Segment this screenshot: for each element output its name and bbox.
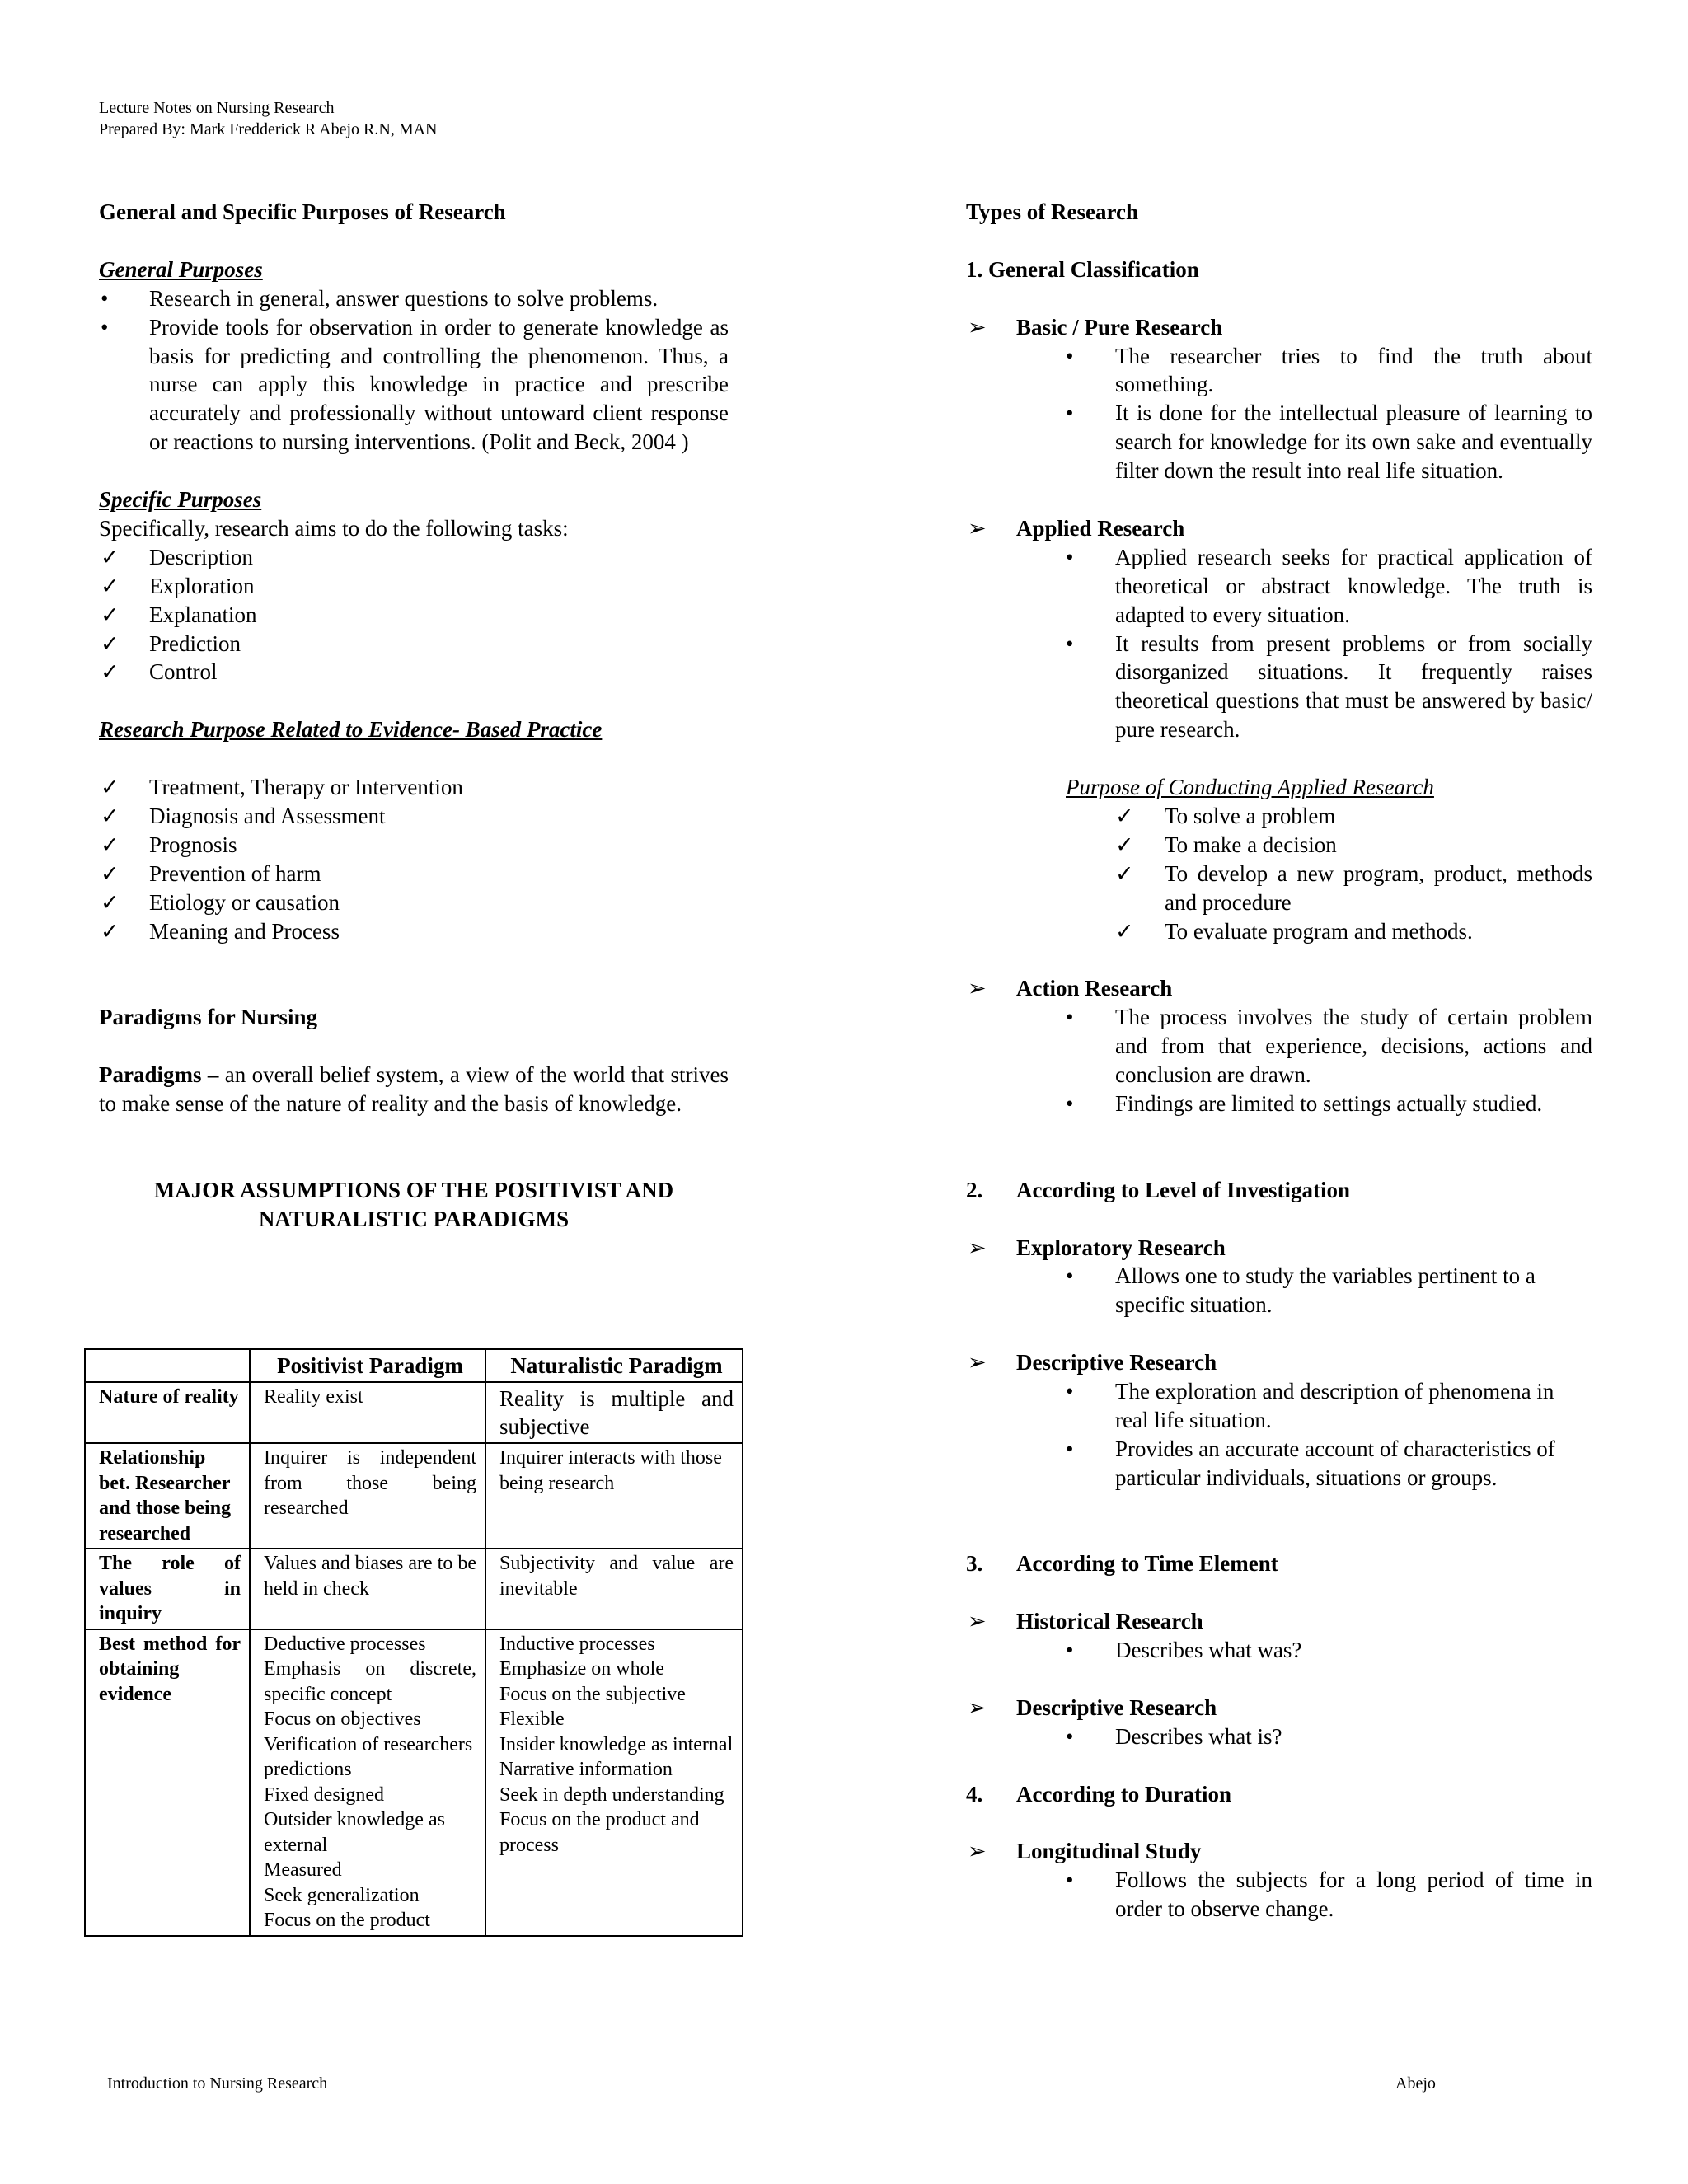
left-column [99, 198, 729, 1234]
action-research-list [966, 1003, 1592, 1118]
method-item: Focus on the product [264, 1910, 430, 1931]
bullet-icon: • [1066, 1868, 1074, 1893]
checkmark-icon: ✓ [101, 544, 120, 569]
descriptive-research-list [966, 1377, 1592, 1493]
checkmark-icon: ✓ [1115, 803, 1134, 828]
checkmark-icon: ✓ [1115, 832, 1134, 857]
method-item: Seek generalization [264, 1884, 420, 1906]
table-header-naturalistic: Naturalistic Paradigm [485, 1349, 743, 1382]
list-item: • The process involves the study of certain problem and from that experience, decisions, actions and conclusion are drawn. [1066, 1005, 1592, 1088]
list-item: ✓ To develop a new program, product, methods and procedure [1115, 860, 1592, 915]
table-row [85, 1443, 743, 1549]
list-item: ✓ Etiology or causation [99, 888, 729, 917]
list-item: • Follows the subjects for a long period of time in order to observe change. [1066, 1868, 1592, 1922]
ebp-title: Research Purpose Related to Evidence- Based Practice [99, 717, 603, 743]
bullet-icon: • [1066, 1005, 1074, 1030]
footer-left: Introduction to Nursing Research [107, 2074, 328, 2093]
bullet-icon: • [1066, 1263, 1074, 1289]
list-item: ✓ To evaluate program and methods. [1165, 917, 1592, 946]
method-item: Fixed designed [264, 1783, 384, 1806]
duration-heading: 4. According to Duration [966, 1781, 1231, 1807]
descriptive-research-2-list [966, 1722, 1592, 1751]
list-item: ✓ Diagnosis and Assessment [99, 802, 729, 831]
exploratory-research-heading: ➢ Exploratory Research [966, 1234, 1592, 1263]
bullet-icon: • [1066, 1379, 1074, 1404]
checkmark-icon: ✓ [101, 659, 120, 685]
specific-purposes-intro: Specifically, research aims to do the following tasks: [99, 515, 569, 541]
checkmark-icon: ✓ [101, 889, 120, 915]
list-item: • Describes what was? [1115, 1636, 1592, 1665]
list-item: • Allows one to study the variables pertinent to a specific situation. [1066, 1263, 1536, 1318]
applied-purpose-list [966, 802, 1592, 946]
bullet-icon: • [1066, 1723, 1074, 1749]
header-line-2: Prepared By: Mark Fredderick R Abejo R.N, MAN [99, 120, 438, 138]
time-element-heading: 3. According to Time Element [966, 1551, 1278, 1577]
list-item: ✓ Prevention of harm [99, 860, 729, 888]
basic-research-heading: ➢ Basic / Pure Research [966, 313, 1592, 342]
list-item: ✓ Treatment, Therapy or Intervention [99, 773, 729, 802]
list-item: • The exploration and description of phenomena in real life situation. [1066, 1379, 1554, 1432]
ebp-list [99, 773, 729, 945]
checkmark-icon: ✓ [101, 918, 120, 944]
table-row-label: The role of values in inquiry [85, 1549, 250, 1629]
method-item: Verification of researchers predictions [264, 1733, 473, 1780]
bullet-icon: • [1066, 1091, 1074, 1117]
method-item: Emphasize on whole [499, 1658, 664, 1680]
list-item: ✓ Prognosis [99, 831, 729, 860]
page-header [99, 97, 438, 140]
bullet-icon: • [1066, 630, 1074, 656]
checkmark-icon: ✓ [101, 573, 120, 598]
arrow-bullet-icon: ➢ [968, 314, 987, 340]
method-item: Focus on the subjective [499, 1683, 686, 1705]
list-item: ✓ Meaning and Process [99, 917, 729, 946]
descriptive-research-heading: ➢ Descriptive Research [966, 1348, 1592, 1377]
table-header-empty [85, 1349, 250, 1382]
bullet-icon: • [101, 285, 109, 311]
checkmark-icon: ✓ [101, 630, 120, 656]
method-item: Inductive processes [499, 1633, 655, 1655]
bullet-icon: • [1066, 343, 1074, 368]
bullet-icon: • [1066, 1436, 1074, 1461]
method-item: Flexible [499, 1708, 565, 1730]
list-item: ✓ Explanation [99, 601, 729, 630]
section-title-purposes: General and Specific Purposes of Research [99, 199, 506, 224]
table-cell-naturalistic: Subjectivity and value are inevitable [485, 1549, 743, 1629]
table-row [85, 1629, 743, 1936]
list-item: ✓ Prediction [99, 630, 729, 658]
historical-research-list [966, 1636, 1592, 1665]
checkmark-icon: ✓ [101, 860, 120, 886]
arrow-bullet-icon: ➢ [968, 1235, 987, 1260]
method-item: Measured [264, 1859, 342, 1881]
checkmark-icon: ✓ [1115, 860, 1134, 886]
checkmark-icon: ✓ [101, 775, 120, 800]
paradigms-title: Paradigms for Nursing [99, 1005, 318, 1030]
method-item: Focus on the product and process [499, 1809, 700, 1856]
method-item: Emphasis on discrete, specific concept [264, 1658, 476, 1705]
applied-research-list [966, 543, 1592, 744]
right-column [966, 198, 1592, 1924]
list-item: • It is done for the intellectual pleasure of learning to search for knowledge for its own sake and eventually filter down the result into real life situation. [1066, 401, 1592, 484]
table-cell-positivist: Values and biases are to be held in check [250, 1549, 485, 1629]
bullet-icon: • [1066, 544, 1074, 569]
checkmark-icon: ✓ [101, 832, 120, 857]
table-header-row [85, 1349, 743, 1382]
table-cell-naturalistic: Reality is multiple and subjective [485, 1382, 743, 1443]
table-row [85, 1549, 743, 1629]
checkmark-icon: ✓ [101, 803, 120, 828]
checkmark-icon: ✓ [101, 602, 120, 627]
arrow-bullet-icon: ➢ [968, 976, 987, 1001]
checkmark-icon: ✓ [1115, 918, 1134, 944]
basic-research-list [966, 342, 1592, 486]
bullet-icon: • [101, 314, 109, 340]
arrow-bullet-icon: ➢ [968, 1839, 987, 1864]
list-item: • Provide tools for observation in order to generate knowledge as basis for predicting and controlling the phenomenon. Thus, a nurse can apply this knowledge in practice and prescribe accurately and professionally without untoward client response or reactions to nursing interventions. (Polit and Beck, 2004 ) [101, 314, 729, 455]
method-item: Focus on objectives [264, 1708, 421, 1730]
paradigms-table [84, 1348, 743, 1937]
section-title-types: Types of Research [966, 199, 1138, 224]
list-item: • Provides an accurate account of characteristics of particular individuals, situations or groups. [1066, 1436, 1555, 1490]
method-item: Seek in depth understanding [499, 1783, 724, 1806]
historical-research-heading: ➢ Historical Research [966, 1607, 1592, 1636]
list-item: ✓ Control [99, 658, 729, 687]
table-cell-positivist: Inquirer is independent from those being researched [250, 1443, 485, 1549]
table-title-line-1: MAJOR ASSUMPTIONS OF THE POSITIVIST AND [153, 1177, 674, 1202]
specific-purposes-list [99, 543, 729, 687]
specific-purposes-title: Specific Purposes [99, 487, 262, 513]
applied-research-heading: ➢ Applied Research [966, 514, 1592, 543]
table-row-label: Best method for obtaining evidence [85, 1629, 250, 1936]
arrow-bullet-icon: ➢ [968, 1350, 987, 1376]
table-cell-positivist: Reality exist [250, 1382, 485, 1443]
general-purposes-list [99, 284, 729, 457]
paradigms-def-text: an overall belief system, a view of the world that strives to make sense of the nature of reality and the basis of knowledge. [99, 1062, 729, 1116]
list-item: • Findings are limited to settings actually studied. [1115, 1090, 1592, 1118]
list-item: ✓ Description [99, 543, 729, 572]
bullet-icon: • [1066, 401, 1074, 426]
applied-purpose-title: Purpose of Conducting Applied Research [1066, 775, 1434, 800]
method-item: Deductive processes [264, 1633, 426, 1655]
descriptive-research-2-heading: ➢ Descriptive Research [966, 1694, 1592, 1722]
method-item: Outsider knowledge as external [264, 1809, 445, 1856]
method-item: Narrative information [499, 1759, 673, 1780]
footer-right: Abejo [1395, 2074, 1436, 2093]
table-cell-naturalistic [485, 1629, 743, 1936]
level-of-investigation-heading: 2. According to Level of Investigation [966, 1177, 1350, 1202]
bullet-icon: • [1066, 1638, 1074, 1663]
list-item: • Research in general, answer questions to solve problems. [99, 284, 729, 313]
arrow-bullet-icon: ➢ [968, 1694, 987, 1720]
list-item: • It results from present problems or from socially disorganized situations. It frequently raises theoretical questions that must be answered by basic/ pure research. [1066, 630, 1592, 743]
exploratory-research-list [966, 1262, 1592, 1319]
table-row-label: Nature of reality [85, 1382, 250, 1443]
table-row-label: Relationship bet. Researcher and those being researched [85, 1443, 250, 1549]
table-header-positivist: Positivist Paradigm [250, 1349, 485, 1382]
arrow-bullet-icon: ➢ [968, 515, 987, 541]
general-purposes-title: General Purposes [99, 256, 263, 282]
paradigms-term: Paradigms – [99, 1062, 219, 1088]
table-cell-naturalistic: Inquirer interacts with those being research [485, 1443, 743, 1549]
table-row [85, 1382, 743, 1443]
header-line-1: Lecture Notes on Nursing Research [99, 99, 335, 117]
list-item: ✓ To solve a problem [1165, 802, 1592, 831]
method-item: Insider knowledge as internal [499, 1733, 734, 1755]
list-item: • Describes what is? [1115, 1722, 1592, 1751]
general-classification-title: 1. General Classification [966, 256, 1199, 282]
list-item: ✓ To make a decision [1165, 831, 1592, 860]
longitudinal-study-heading: ➢ Longitudinal Study [966, 1837, 1592, 1866]
list-item: ✓ Exploration [99, 572, 729, 601]
arrow-bullet-icon: ➢ [968, 1609, 987, 1634]
list-item: • The researcher tries to find the truth about something. [1066, 343, 1592, 397]
paradigms-definition [99, 1061, 729, 1118]
longitudinal-study-list [966, 1866, 1592, 1924]
list-item: • Applied research seeks for practical application of theoretical or abstract knowledge. The truth is adapted to every situation. [1066, 544, 1592, 627]
table-cell-positivist [250, 1629, 485, 1936]
action-research-heading: ➢ Action Research [966, 974, 1592, 1003]
table-title-line-2: NATURALISTIC PARADIGMS [258, 1206, 570, 1231]
